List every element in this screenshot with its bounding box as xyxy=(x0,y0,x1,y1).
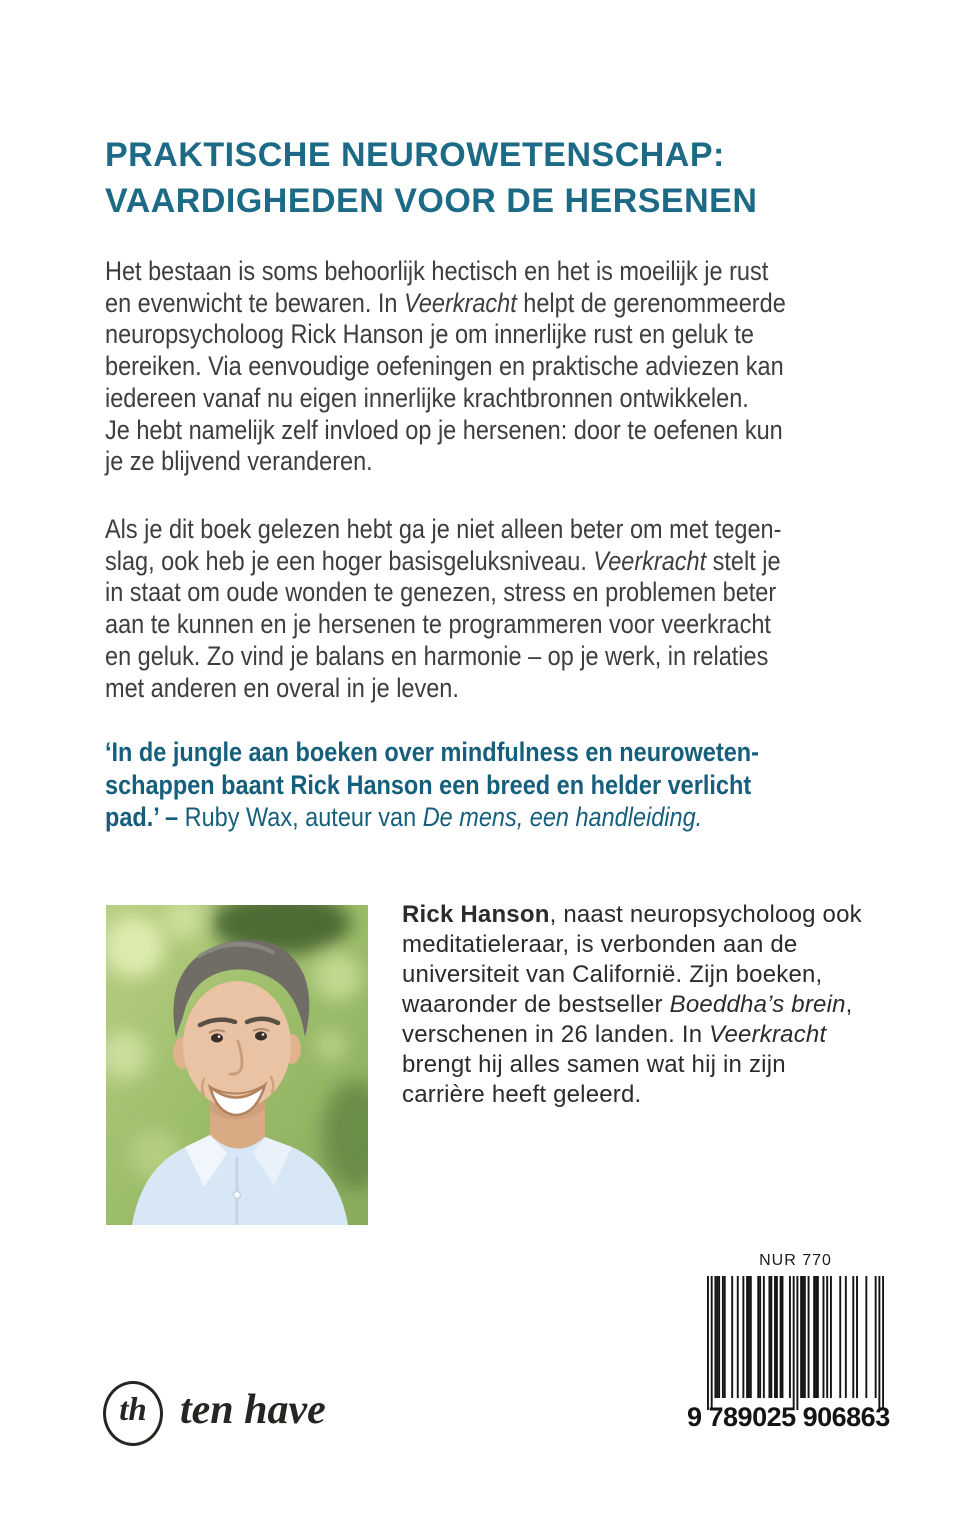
publisher-logo xyxy=(103,1382,326,1444)
text-line: verschenen in 26 landen. In Veerkracht xyxy=(402,1021,827,1048)
text-line: schappen baant Rick Hanson een breed en helder verlicht xyxy=(105,769,752,800)
text-line: neuropsycholoog Rick Hanson je om innerlijke rust en geluk te xyxy=(105,319,754,350)
text-line: en geluk. Zo vind je balans en harmonie – op je werk, in relaties xyxy=(105,640,769,671)
text-line: waaronder de bestseller Boeddha’s brein, xyxy=(402,991,853,1018)
text-line: universiteit van Californië. Zijn boeken, xyxy=(402,961,823,988)
text-line: slag, ook heb je een hoger basisgeluksniveau. Veerkracht stelt je xyxy=(105,545,781,576)
intro-paragraph xyxy=(105,256,786,478)
text-line: brengt hij alles samen wat hij in zijn xyxy=(402,1051,786,1078)
text-line: pad.’ – Ruby Wax, auteur van De mens, een handleiding. xyxy=(105,802,703,832)
page-title xyxy=(105,132,757,224)
text-line: bereiken. Via eenvoudige oefeningen en praktische adviezen kan xyxy=(105,351,784,382)
text-line: Je hebt namelijk zelf invloed op je hersenen: door te oefenen kun xyxy=(105,414,783,445)
text-line: in staat om oude wonden te genezen, stress en problemen beter xyxy=(105,577,777,608)
text-line: Als je dit boek gelezen hebt ga je niet alleen beter om met tegen- xyxy=(105,514,782,544)
text-line: aan te kunnen en je hersenen te programmeren voor veerkracht xyxy=(105,609,771,640)
text-line: je ze blijvend veranderen. xyxy=(105,446,373,477)
text-line: ‘In de jungle aan boeken over mindfulness en neuroweten- xyxy=(105,737,759,767)
review-quote xyxy=(105,736,759,834)
publisher-name: ten have xyxy=(180,1387,326,1433)
text-line: Het bestaan is soms behoorlijk hectisch en het is moeilijk je rust xyxy=(105,256,769,286)
text-line: meditatieleraar, is verbonden aan de xyxy=(402,931,798,958)
isbn-number: 9 789025 906863 xyxy=(687,1402,890,1432)
title-line-1: PRAKTISCHE NEUROWETENSCHAP: xyxy=(105,136,725,174)
ean13-barcode xyxy=(707,1276,884,1410)
text-line: met anderen en overal in je leven. xyxy=(105,672,459,703)
author-portrait-photo-icon xyxy=(106,905,368,1225)
author-bio xyxy=(402,900,862,1110)
second-paragraph xyxy=(105,514,781,704)
nur-label: NUR 770 xyxy=(759,1252,832,1269)
text-line: carrière heeft geleerd. xyxy=(402,1081,642,1108)
title-line-2: VAARDIGHEDEN VOOR DE HERSENEN xyxy=(105,182,758,220)
author-photo xyxy=(106,905,368,1225)
text-line: en evenwicht te bewaren. In Veerkracht helpt de gerenommeerde xyxy=(105,287,786,318)
text-line: Rick Hanson, naast neuropsycholoog ook xyxy=(402,901,862,928)
publisher-monogram-icon: th xyxy=(103,1381,163,1446)
text-line: iedereen vanaf nu eigen innerlijke krachtbronnen ontwikkelen. xyxy=(105,382,749,413)
